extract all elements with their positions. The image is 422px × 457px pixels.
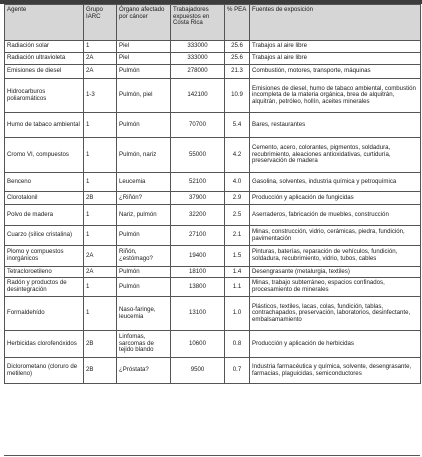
cell-workers: 55000 bbox=[171, 138, 225, 173]
cell-pct: 1.5 bbox=[225, 246, 250, 267]
table-row bbox=[5, 358, 421, 384]
cell-agent: Diclorometano (cloruro de metileno) bbox=[5, 358, 84, 384]
cell-group: 1 bbox=[84, 113, 117, 138]
cell-organ: Nariz, pulmón bbox=[117, 205, 171, 226]
cell-sources: Plásticos, textiles, lacas, colas, fundición, tablas, contrachapados, preservación, laboratorios, desinfectante, embalsamamiento bbox=[250, 297, 421, 331]
cell-group: 1 bbox=[84, 205, 117, 226]
cell-group: 1 bbox=[84, 173, 117, 192]
header-sources: Fuentes de exposición bbox=[250, 5, 421, 41]
cell-organ: ¿Riñón? bbox=[117, 192, 171, 205]
cell-sources: Minas, construcción, vidrio, cerámicas, piedra, fundición, pavimentación bbox=[250, 226, 421, 246]
header-group: Grupo IARC bbox=[84, 5, 117, 41]
cell-workers: 37900 bbox=[171, 192, 225, 205]
table-row bbox=[5, 297, 421, 331]
cell-group: 1 bbox=[84, 41, 117, 53]
cell-agent: Cromo VI, compuestos bbox=[5, 138, 84, 173]
cell-organ: Pulmón bbox=[117, 65, 171, 79]
cell-sources: Cemento, acero, colorantes, pigmentos, soldadura, recubrimiento, aleaciones antioxidativas, curtiduría, preservación de madera bbox=[250, 138, 421, 173]
cell-sources: Trabajos al aire libre bbox=[250, 53, 421, 65]
cell-pct: 10.9 bbox=[225, 79, 250, 113]
cell-workers: 13800 bbox=[171, 278, 225, 297]
cell-agent: Radón y productos de desintegración bbox=[5, 278, 84, 297]
cell-pct: 2.1 bbox=[225, 226, 250, 246]
cell-organ: Piel bbox=[117, 41, 171, 53]
cell-workers: 70700 bbox=[171, 113, 225, 138]
cell-organ: Piel bbox=[117, 53, 171, 65]
cell-sources: Pinturas, baterías, reparación de vehículos, fundición, soldadura, recubrimiento, vidrio, tubos, cables bbox=[250, 246, 421, 267]
table-row bbox=[5, 53, 421, 65]
cell-workers: 13100 bbox=[171, 297, 225, 331]
header-workers: Trabajadores expuestos en Costa Rica bbox=[171, 5, 225, 41]
header-pct: % PEA bbox=[225, 5, 250, 41]
cell-sources: Aserraderos, fabricación de muebles, construcción bbox=[250, 205, 421, 226]
cell-agent: Benceno bbox=[5, 173, 84, 192]
cell-sources: Gasolina, solventes, industria química y petroquímica bbox=[250, 173, 421, 192]
cell-organ: Pulmón bbox=[117, 267, 171, 278]
cell-sources: Combustión, motores, transporte, máquinas bbox=[250, 65, 421, 79]
cell-organ: Pulmón bbox=[117, 278, 171, 297]
cell-organ: Pulmón, piel bbox=[117, 79, 171, 113]
cell-group: 2B bbox=[84, 192, 117, 205]
cell-group: 2A bbox=[84, 246, 117, 267]
cell-pct: 2.5 bbox=[225, 205, 250, 226]
table-header-row bbox=[5, 5, 421, 41]
table-row bbox=[5, 205, 421, 226]
cell-agent: Plomo y compuestos inorgánicos bbox=[5, 246, 84, 267]
cell-pct: 0.7 bbox=[225, 358, 250, 384]
cell-sources: Producción y aplicación de fungicidas bbox=[250, 192, 421, 205]
cell-group: 1 bbox=[84, 226, 117, 246]
cell-workers: 18100 bbox=[171, 267, 225, 278]
header-agent: Agente bbox=[5, 5, 84, 41]
cell-group: 1 bbox=[84, 278, 117, 297]
cell-workers: 52100 bbox=[171, 173, 225, 192]
table-row bbox=[5, 192, 421, 205]
cell-organ: Riñón, ¿estómago? bbox=[117, 246, 171, 267]
cell-sources: Bares, restaurantes bbox=[250, 113, 421, 138]
table-row bbox=[5, 173, 421, 192]
cell-pct: 21.3 bbox=[225, 65, 250, 79]
cell-workers: 333000 bbox=[171, 53, 225, 65]
cell-agent: Clorotalonil bbox=[5, 192, 84, 205]
cell-agent: Emisiones de diesel bbox=[5, 65, 84, 79]
cell-agent: Humo de tabaco ambiental bbox=[5, 113, 84, 138]
cell-agent: Radiación solar bbox=[5, 41, 84, 53]
cell-workers: 27100 bbox=[171, 226, 225, 246]
cell-sources: Industria farmacéutica y química, solvente, desengrasante, farmacias, plaguicidas, semiconductores bbox=[250, 358, 421, 384]
cell-pct: 1.1 bbox=[225, 278, 250, 297]
cell-workers: 9500 bbox=[171, 358, 225, 384]
cell-pct: 4.2 bbox=[225, 138, 250, 173]
cell-group: 2A bbox=[84, 65, 117, 79]
cell-group: 2B bbox=[84, 331, 117, 358]
cell-group: 2A bbox=[84, 53, 117, 65]
cell-organ: Pulmón, nariz bbox=[117, 138, 171, 173]
cell-organ: Pulmón bbox=[117, 113, 171, 138]
cell-sources: Emisiones de diesel, humo de tabaco ambiental, combustión incompleta de la materia orgánica, brea de alquitrán, alquitrán, petróleo, hollín, aceites minerales bbox=[250, 79, 421, 113]
cell-workers: 333000 bbox=[171, 41, 225, 53]
table-row bbox=[5, 65, 421, 79]
cell-workers: 278000 bbox=[171, 65, 225, 79]
cell-agent: Formaldehído bbox=[5, 297, 84, 331]
cell-workers: 10600 bbox=[171, 331, 225, 358]
cell-pct: 1.4 bbox=[225, 267, 250, 278]
cell-pct: 25.6 bbox=[225, 53, 250, 65]
cell-agent: Cuarzo (sílice cristalina) bbox=[5, 226, 84, 246]
cell-organ: Leucemia bbox=[117, 173, 171, 192]
table-row bbox=[5, 138, 421, 173]
table-bottom-border bbox=[4, 455, 420, 456]
cell-pct: 25.6 bbox=[225, 41, 250, 53]
cell-organ: Naso-faringe, leucemia bbox=[117, 297, 171, 331]
table-row bbox=[5, 331, 421, 358]
cell-agent: Herbicidas clorofenóxidos bbox=[5, 331, 84, 358]
carcinogen-exposure-table bbox=[4, 4, 421, 384]
cell-sources: Desengrasante (metalurgia, textiles) bbox=[250, 267, 421, 278]
cell-pct: 0.8 bbox=[225, 331, 250, 358]
table-row bbox=[5, 113, 421, 138]
cell-workers: 142100 bbox=[171, 79, 225, 113]
cell-agent: Radiación ultravioleta bbox=[5, 53, 84, 65]
table-row bbox=[5, 79, 421, 113]
cell-group: 1-3 bbox=[84, 79, 117, 113]
table-row bbox=[5, 278, 421, 297]
cell-workers: 19400 bbox=[171, 246, 225, 267]
cell-workers: 32200 bbox=[171, 205, 225, 226]
cell-agent: Hidrocarburos poliaromáticos bbox=[5, 79, 84, 113]
table-row bbox=[5, 41, 421, 53]
cell-pct: 1.0 bbox=[225, 297, 250, 331]
cell-pct: 2.9 bbox=[225, 192, 250, 205]
cell-group: 2A bbox=[84, 267, 117, 278]
cell-organ: Linfomas, sarcomas de tejido blando bbox=[117, 331, 171, 358]
cell-sources: Trabajos al aire libre bbox=[250, 41, 421, 53]
cell-sources: Minas, trabajo subterráneo, espacios confinados, procesamiento de minerales bbox=[250, 278, 421, 297]
cell-agent: Tetracloroetileno bbox=[5, 267, 84, 278]
table-row bbox=[5, 267, 421, 278]
cell-pct: 4.0 bbox=[225, 173, 250, 192]
cell-group: 1 bbox=[84, 297, 117, 331]
cell-group: 1 bbox=[84, 138, 117, 173]
table-row bbox=[5, 246, 421, 267]
table-row bbox=[5, 226, 421, 246]
cell-organ: ¿Próstata? bbox=[117, 358, 171, 384]
header-organ: Órgano afectado por cáncer bbox=[117, 5, 171, 41]
cell-group: 2B bbox=[84, 358, 117, 384]
cell-pct: 5.4 bbox=[225, 113, 250, 138]
cell-agent: Polvo de madera bbox=[5, 205, 84, 226]
cell-sources: Producción y aplicación de herbicidas bbox=[250, 331, 421, 358]
cell-organ: Pulmón bbox=[117, 226, 171, 246]
